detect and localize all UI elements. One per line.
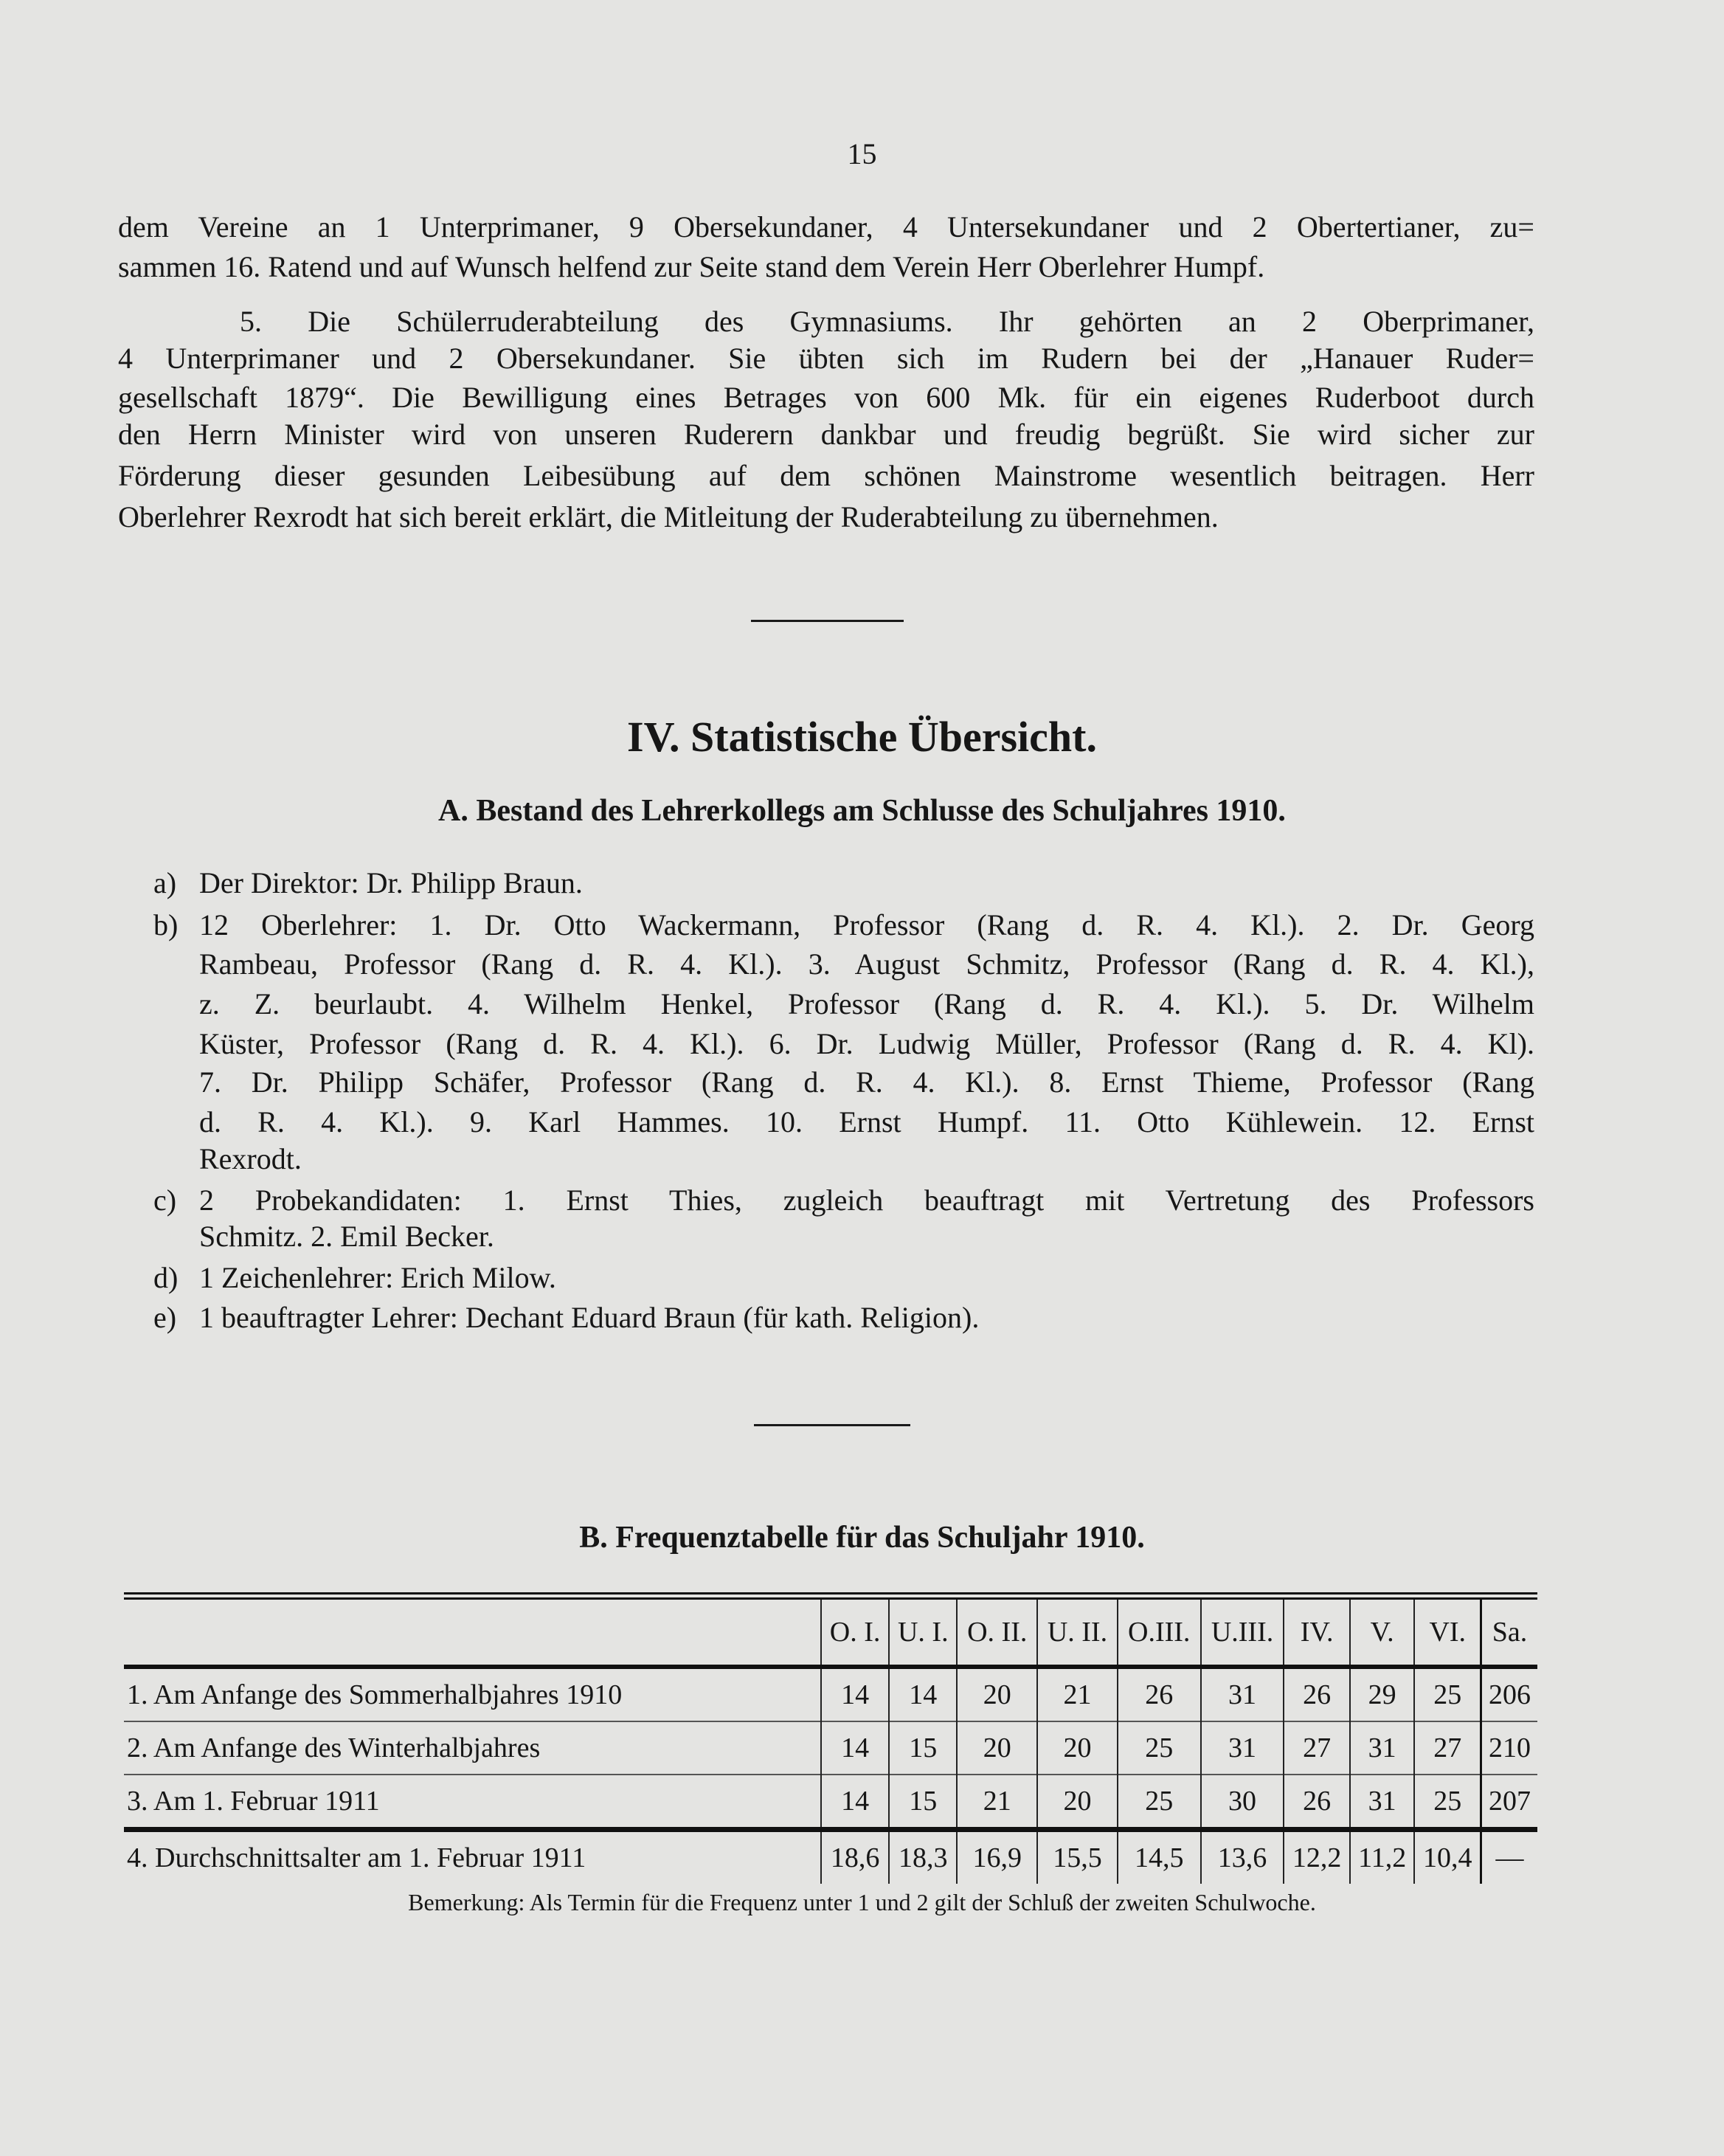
cell: 26 xyxy=(1284,1775,1349,1830)
cell: 25 xyxy=(1414,1775,1481,1830)
cell: 25 xyxy=(1414,1667,1481,1721)
cell: 12,2 xyxy=(1284,1830,1349,1884)
text-line: den Herrn Minister wird von unseren Ruderern dankbar und freudig begrüßt. Sie wird sicher zur xyxy=(118,418,1534,451)
list-text: 1 beauftragter Lehrer: Dechant Eduard Braun (für kath. Religion). xyxy=(199,1301,980,1334)
list-text: z. Z. beurlaubt. 4. Wilhelm Henkel, Professor (Rang d. R. 4. Kl.). 5. Dr. Wilhelm xyxy=(199,987,1534,1020)
cell: 18,3 xyxy=(889,1830,957,1884)
list-text: 1 Zeichenlehrer: Erich Milow. xyxy=(199,1261,556,1294)
cell: 18,6 xyxy=(821,1830,889,1884)
cell: 31 xyxy=(1201,1667,1284,1721)
section-b-title: B. Frequenztabelle für das Schuljahr 1910. xyxy=(579,1521,1145,1555)
table-row xyxy=(124,1721,1537,1775)
column-header: IV. xyxy=(1284,1596,1349,1667)
table-row xyxy=(124,1667,1537,1721)
list-marker: d) xyxy=(153,1261,179,1294)
cell: 11,2 xyxy=(1350,1830,1415,1884)
cell: 14 xyxy=(821,1775,889,1830)
cell: 20 xyxy=(1037,1721,1118,1775)
cell: 26 xyxy=(1118,1667,1201,1721)
column-header: VI. xyxy=(1414,1596,1481,1667)
row-label: 4. Durchschnittsalter am 1. Februar 1911 xyxy=(124,1830,821,1884)
section-a-title: A. Bestand des Lehrerkollegs am Schlusse des Schuljahres 1910. xyxy=(438,794,1286,828)
list-marker: e) xyxy=(153,1301,177,1334)
row-label: 3. Am 1. Februar 1911 xyxy=(124,1775,821,1830)
cell: 14 xyxy=(821,1721,889,1775)
cell: 31 xyxy=(1350,1721,1415,1775)
cell: 21 xyxy=(1037,1667,1118,1721)
frequency-table xyxy=(124,1592,1537,1884)
cell: 14 xyxy=(889,1667,957,1721)
cell: 20 xyxy=(957,1721,1037,1775)
page-number: 15 xyxy=(847,137,877,170)
column-header: U. I. xyxy=(889,1596,957,1667)
list-text: Rexrodt. xyxy=(199,1142,302,1175)
list-text: Küster, Professor (Rang d. R. 4. Kl.). 6. Dr. Ludwig Müller, Professor (Rang d. R. 4. Kl). xyxy=(199,1027,1534,1060)
cell: 31 xyxy=(1350,1775,1415,1830)
cell: 20 xyxy=(1037,1775,1118,1830)
column-header: O. I. xyxy=(821,1596,889,1667)
section-title: IV. Statistische Übersicht. xyxy=(627,713,1097,761)
column-header: Sa. xyxy=(1481,1596,1537,1667)
cell: 15 xyxy=(889,1775,957,1830)
column-header: U.III. xyxy=(1201,1596,1284,1667)
cell-sum: 206 xyxy=(1481,1667,1537,1721)
column-header: V. xyxy=(1350,1596,1415,1667)
list-text: Rambeau, Professor (Rang d. R. 4. Kl.). 3. August Schmitz, Professor (Rang d. R. 4. Kl.), xyxy=(199,947,1534,981)
list-text: d. R. 4. Kl.). 9. Karl Hammes. 10. Ernst Humpf. 11. Otto Kühlewein. 12. Ernst xyxy=(199,1105,1534,1139)
cell-sum: 210 xyxy=(1481,1721,1537,1775)
list-text: Der Direktor: Dr. Philipp Braun. xyxy=(199,866,583,899)
text-line: 4 Unterprimaner und 2 Obersekundaner. Sie übten sich im Rudern bei der „Hanauer Ruder= xyxy=(118,342,1534,375)
cell: 21 xyxy=(957,1775,1037,1830)
cell: 15 xyxy=(889,1721,957,1775)
cell: 29 xyxy=(1350,1667,1415,1721)
cell: 15,5 xyxy=(1037,1830,1118,1884)
column-header: U. II. xyxy=(1037,1596,1118,1667)
list-text: Schmitz. 2. Emil Becker. xyxy=(199,1220,494,1253)
text-line: sammen 16. Ratend und auf Wunsch helfend zur Seite stand dem Verein Herr Oberlehrer Humpf. xyxy=(118,250,1265,283)
column-header: O.III. xyxy=(1118,1596,1201,1667)
divider xyxy=(754,1424,910,1426)
divider xyxy=(751,620,904,622)
cell: 10,4 xyxy=(1414,1830,1481,1884)
cell: 14 xyxy=(821,1667,889,1721)
cell: 27 xyxy=(1414,1721,1481,1775)
table-note: Bemerkung: Als Termin für die Frequenz unter 1 und 2 gilt der Schluß der zweiten Schulwoche. xyxy=(408,1889,1316,1915)
cell: 14,5 xyxy=(1118,1830,1201,1884)
cell: 25 xyxy=(1118,1775,1201,1830)
cell: 16,9 xyxy=(957,1830,1037,1884)
text-line: dem Vereine an 1 Unterprimaner, 9 Obersekundaner, 4 Untersekundaner und 2 Obertertianer, zu= xyxy=(118,210,1534,243)
row-label: 2. Am Anfange des Winterhalbjahres xyxy=(124,1721,821,1775)
text-line: 5. Die Schülerruderabteilung des Gymnasiums. Ihr gehörten an 2 Oberprimaner, xyxy=(240,305,1534,338)
table-row xyxy=(124,1830,1537,1884)
header-empty xyxy=(124,1596,821,1667)
list-text: 12 Oberlehrer: 1. Dr. Otto Wackermann, Professor (Rang d. R. 4. Kl.). 2. Dr. Georg xyxy=(199,908,1534,941)
cell-sum: — xyxy=(1481,1830,1537,1884)
list-text: 2 Probekandidaten: 1. Ernst Thies, zugleich beauftragt mit Vertretung des Professors xyxy=(199,1184,1534,1217)
cell: 13,6 xyxy=(1201,1830,1284,1884)
cell: 25 xyxy=(1118,1721,1201,1775)
text-line: gesellschaft 1879“. Die Bewilligung eines Betrages von 600 Mk. für ein eigenes Ruderboot durch xyxy=(118,381,1534,414)
list-text: 7. Dr. Philipp Schäfer, Professor (Rang d. R. 4. Kl.). 8. Ernst Thieme, Professor (Rang xyxy=(199,1065,1534,1099)
cell: 30 xyxy=(1201,1775,1284,1830)
cell: 31 xyxy=(1201,1721,1284,1775)
column-header: O. II. xyxy=(957,1596,1037,1667)
table-row xyxy=(124,1775,1537,1830)
cell: 27 xyxy=(1284,1721,1349,1775)
row-label: 1. Am Anfange des Sommerhalbjahres 1910 xyxy=(124,1667,821,1721)
text-line: Oberlehrer Rexrodt hat sich bereit erklärt, die Mitleitung der Ruderabteilung zu übernehmen. xyxy=(118,500,1219,533)
cell: 20 xyxy=(957,1667,1037,1721)
cell: 26 xyxy=(1284,1667,1349,1721)
table-header-row xyxy=(124,1596,1537,1667)
cell-sum: 207 xyxy=(1481,1775,1537,1830)
list-marker: c) xyxy=(153,1184,177,1217)
list-marker: b) xyxy=(153,908,179,941)
list-marker: a) xyxy=(153,866,177,899)
text-line: Förderung dieser gesunden Leibesübung auf dem schönen Mainstrome wesentlich beitragen. Herr xyxy=(118,459,1534,492)
